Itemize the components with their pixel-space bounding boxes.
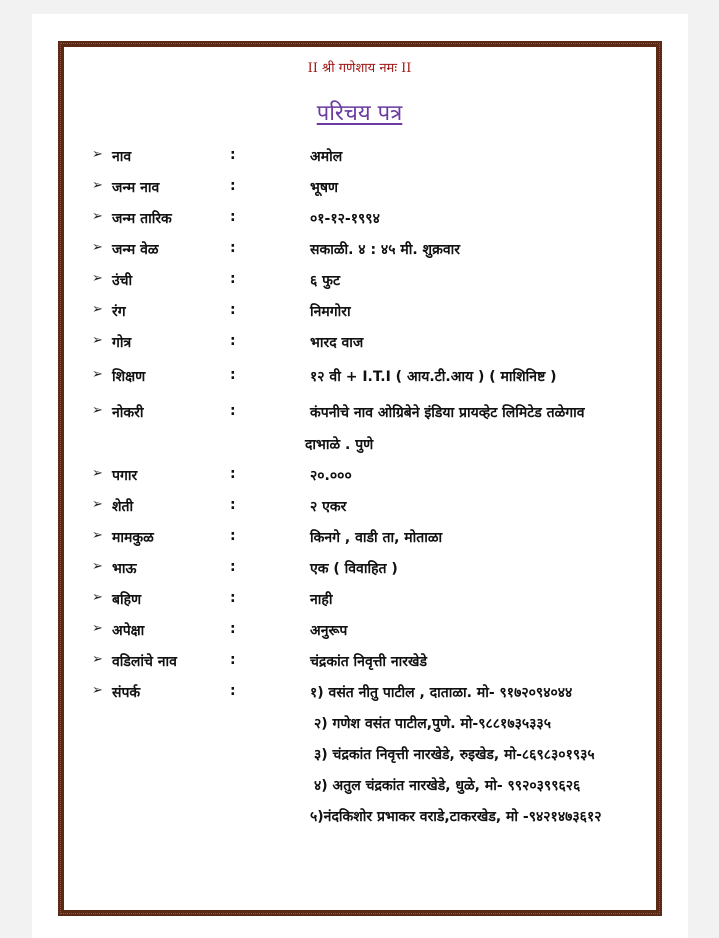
- field-separator: :: [230, 367, 236, 383]
- field-value: २०.०००: [310, 468, 352, 484]
- field-value: एक ( विवाहित ): [310, 561, 398, 577]
- field-value: चंद्रकांत निवृत्ती नारखेडे: [310, 654, 427, 670]
- field-label: संपर्क: [112, 685, 141, 701]
- field-value: सकाळी. ४ : ४५ मी. शुक्रवार: [310, 242, 460, 258]
- bullet-arrow-icon: ➢: [92, 466, 103, 481]
- document-title: परिचय पत्र: [316, 101, 403, 126]
- field-value: निमगोरा: [310, 304, 351, 320]
- bullet-arrow-icon: ➢: [92, 590, 103, 605]
- field-value: किनगे , वाडी ता, मोताळा: [310, 530, 443, 546]
- field-row: [0, 178, 719, 202]
- field-row: [0, 497, 719, 521]
- field-separator: :: [230, 302, 236, 318]
- field-label: भाऊ: [112, 561, 137, 577]
- field-label: गोत्र: [112, 335, 132, 351]
- field-label: पगार: [112, 468, 138, 484]
- field-label: नाव: [112, 149, 132, 165]
- field-separator: :: [230, 209, 236, 225]
- field-value: ६ फुट: [310, 273, 341, 289]
- field-row: [0, 147, 719, 171]
- field-label: जन्म तारिक: [112, 211, 172, 227]
- field-row: [0, 621, 719, 645]
- field-value: अमोल: [310, 149, 343, 165]
- field-label: बहिण: [112, 592, 142, 608]
- field-label: मामकुळ: [112, 530, 154, 546]
- field-label: नोकरी: [112, 405, 144, 421]
- field-row: [0, 333, 719, 357]
- field-label: वडिलांचे नाव: [112, 654, 177, 670]
- contact-entry: २) गणेश वसंत पाटील,पुणे. मो-९८८१७३५३३५: [314, 716, 551, 732]
- field-label: शिक्षण: [112, 369, 146, 385]
- field-row: [0, 367, 719, 391]
- field-value: १२ वी + I.T.I ( आय.टी.आय ) ( माशिनिष्ट ): [310, 369, 557, 385]
- bullet-arrow-icon: ➢: [92, 240, 103, 255]
- invocation-heading: II श्री गणेशाय नमः II: [307, 61, 412, 76]
- field-separator: :: [230, 528, 236, 544]
- field-separator: :: [230, 652, 236, 668]
- field-separator: :: [230, 240, 236, 256]
- field-value: अनुरूप: [310, 623, 348, 639]
- field-row: [0, 652, 719, 676]
- field-value: २ एकर: [310, 499, 347, 515]
- field-row: [0, 590, 719, 614]
- field-separator: :: [230, 559, 236, 575]
- contact-entry: ५)नंदकिशोर प्रभाकर वराडे,टाकरखेड, मो -९४२१४७३६१२: [310, 809, 602, 825]
- field-row: [0, 528, 719, 552]
- bullet-arrow-icon: ➢: [92, 652, 103, 667]
- bullet-arrow-icon: ➢: [92, 621, 103, 636]
- bullet-arrow-icon: ➢: [92, 333, 103, 348]
- field-value: १) वसंत नीतु पाटील , दाताळा. मो- ९१७२०९४०४४: [310, 685, 573, 701]
- field-separator: :: [230, 466, 236, 482]
- bullet-arrow-icon: ➢: [92, 497, 103, 512]
- contact-entry: ३) चंद्रकांत निवृत्ती नारखेडे, रुइखेड, मो-८६९८३०१९३५: [314, 747, 595, 763]
- field-value: ०१-१२-१९९४: [310, 211, 380, 227]
- field-value: नाही: [310, 592, 333, 608]
- field-value: भूषण: [310, 180, 339, 196]
- field-label: शेती: [112, 499, 134, 515]
- field-label: जन्म वेळ: [112, 242, 159, 258]
- bullet-arrow-icon: ➢: [92, 683, 103, 698]
- field-value: भारद वाज: [310, 335, 364, 351]
- bullet-arrow-icon: ➢: [92, 559, 103, 574]
- field-row: [0, 683, 719, 707]
- bullet-arrow-icon: ➢: [92, 403, 103, 418]
- field-row: [0, 403, 719, 427]
- field-label: जन्म नाव: [112, 180, 160, 196]
- field-separator: :: [230, 621, 236, 637]
- field-separator: :: [230, 178, 236, 194]
- bullet-arrow-icon: ➢: [92, 528, 103, 543]
- bullet-arrow-icon: ➢: [92, 209, 103, 224]
- bullet-arrow-icon: ➢: [92, 271, 103, 286]
- field-separator: :: [230, 497, 236, 513]
- field-row: [0, 559, 719, 583]
- field-label: अपेक्षा: [112, 623, 145, 639]
- field-label: उंची: [112, 273, 133, 289]
- field-separator: :: [230, 590, 236, 606]
- field-row: [0, 302, 719, 326]
- field-separator: :: [230, 403, 236, 419]
- bullet-arrow-icon: ➢: [92, 147, 103, 162]
- bullet-arrow-icon: ➢: [92, 367, 103, 382]
- bullet-arrow-icon: ➢: [92, 302, 103, 317]
- field-row: [0, 209, 719, 233]
- field-row: [0, 240, 719, 264]
- bullet-arrow-icon: ➢: [92, 178, 103, 193]
- field-separator: :: [230, 683, 236, 699]
- field-value: कंपनीचे नाव ओग्रिबेने इंडिया प्रायव्हेट लिमिटेड तळेगाव: [310, 405, 585, 421]
- field-separator: :: [230, 333, 236, 349]
- field-row: [0, 466, 719, 490]
- field-value-continuation: दाभाळे . पुणे: [305, 437, 374, 453]
- field-separator: :: [230, 271, 236, 287]
- field-label: रंग: [112, 304, 126, 320]
- contact-entry: ४) अतुल चंद्रकांत नारखेडे, धुळे, मो- ९९२०३९९६२६: [314, 778, 581, 794]
- field-row: [0, 271, 719, 295]
- field-separator: :: [230, 147, 236, 163]
